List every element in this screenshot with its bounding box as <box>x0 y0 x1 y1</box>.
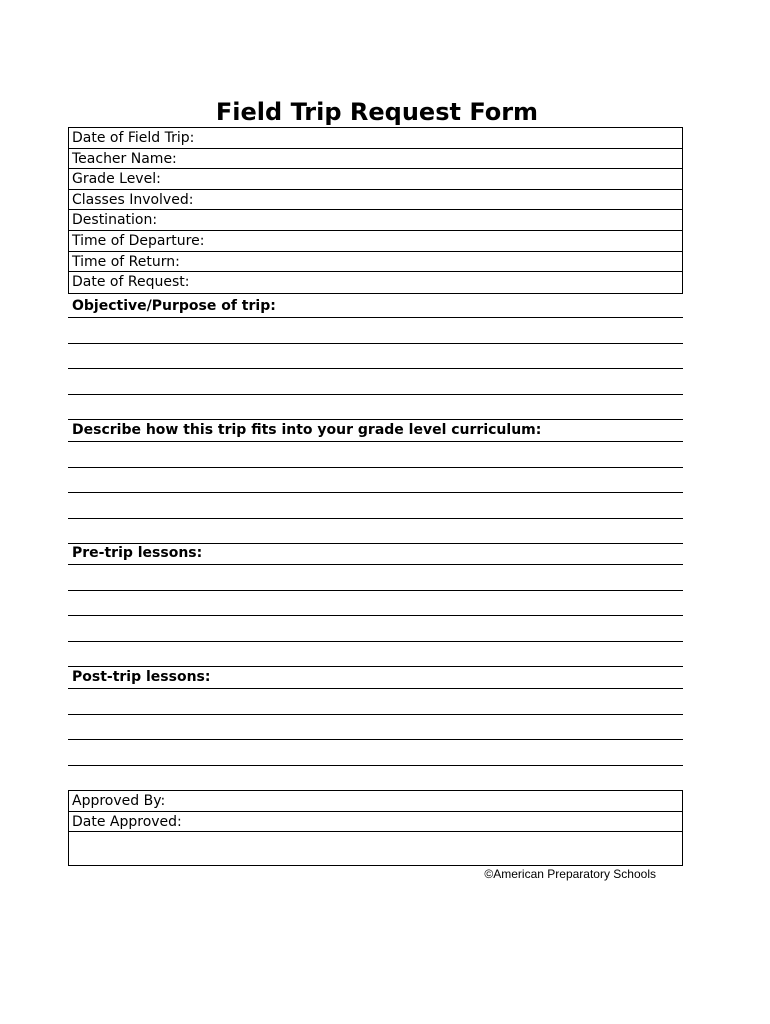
trip-details-table <box>68 127 683 294</box>
curriculum-section <box>68 420 683 544</box>
answer-line[interactable] <box>68 689 683 715</box>
answer-line[interactable] <box>68 565 683 591</box>
answer-line[interactable] <box>68 493 683 519</box>
answer-line[interactable] <box>68 616 683 642</box>
field-classes-involved[interactable]: Classes Involved: <box>69 190 682 211</box>
field-grade-level[interactable]: Grade Level: <box>69 169 682 190</box>
field-date-of-request[interactable]: Date of Request: <box>72 274 190 291</box>
answer-line[interactable] <box>68 519 683 545</box>
answer-line[interactable] <box>68 468 683 494</box>
answer-line[interactable] <box>68 591 683 617</box>
page-title: Field Trip Request Form <box>215 98 539 126</box>
answer-line[interactable] <box>68 715 683 741</box>
answer-line[interactable] <box>68 344 683 370</box>
post-trip-label: Post-trip lessons: <box>68 667 683 689</box>
field-destination[interactable]: Destination: <box>69 210 682 231</box>
approval-table <box>68 790 683 866</box>
field-time-of-return[interactable]: Time of Return: <box>69 252 682 273</box>
answer-line[interactable] <box>68 740 683 766</box>
field-approved-by[interactable]: Approved By: <box>69 791 682 812</box>
answer-line[interactable] <box>68 442 683 468</box>
field-date-of-field-trip[interactable]: Date of Field Trip: <box>69 128 682 149</box>
copyright-notice: ©American Preparatory Schools <box>484 867 656 881</box>
curriculum-label: Describe how this trip fits into your grade level curriculum: <box>68 420 683 442</box>
field-approval-notes[interactable] <box>69 832 682 865</box>
answer-line[interactable] <box>68 318 683 344</box>
objective-label: Objective/Purpose of trip: <box>68 296 683 318</box>
post-trip-section <box>68 667 683 766</box>
field-date-approved[interactable]: Date Approved: <box>69 812 682 833</box>
answer-line[interactable] <box>68 642 683 668</box>
field-time-of-departure[interactable]: Time of Departure: <box>69 231 682 252</box>
pre-trip-label: Pre-trip lessons: <box>68 543 683 565</box>
pre-trip-section <box>68 543 683 667</box>
answer-line[interactable] <box>68 369 683 395</box>
answer-line[interactable] <box>68 395 683 421</box>
objective-section <box>68 296 683 420</box>
field-teacher-name[interactable]: Teacher Name: <box>69 149 682 170</box>
